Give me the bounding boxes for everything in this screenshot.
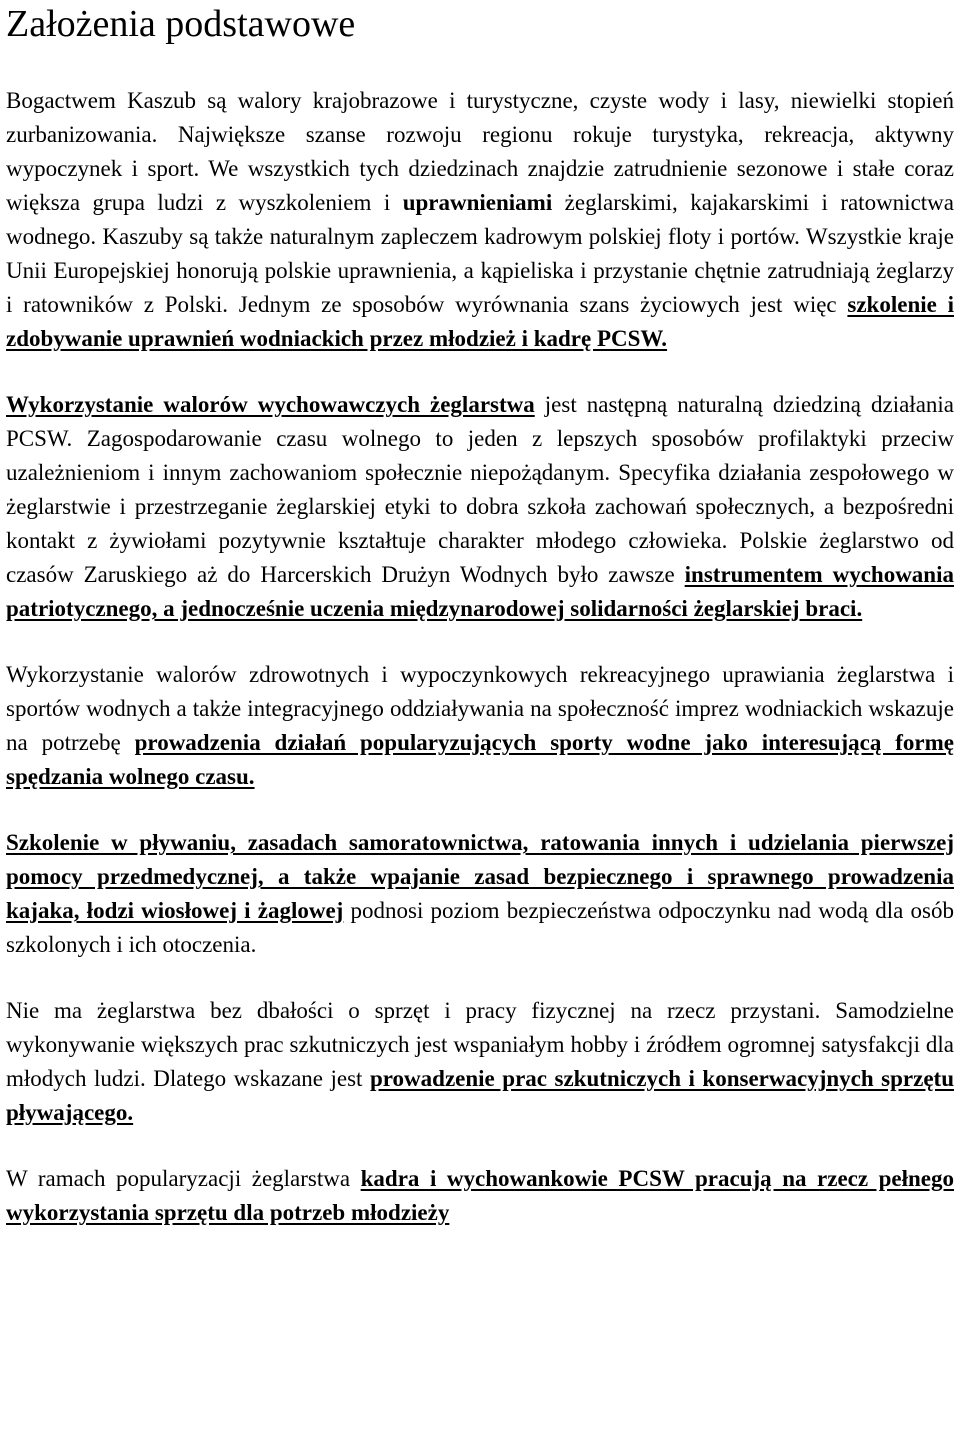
paragraph-szkolenie-plywanie xyxy=(6,826,954,962)
emphasis-szkolenie: szkolenie i zdobywanie uprawnień wodniackich przez młodzież i kadrę PCSW. xyxy=(6,292,954,351)
emphasis-kadra: kadra i wychowankowie PCSW pracują na rzecz pełnego wykorzystania sprzętu dla potrzeb młodzieży xyxy=(6,1166,954,1225)
paragraph-popularyzacja xyxy=(6,1162,954,1230)
paragraph-wychowawcze xyxy=(6,388,954,626)
emphasis-wychowawcze-heading: Wykorzystanie walorów wychowawczych żeglarstwa xyxy=(6,392,535,417)
paragraph-text: Bogactwem Kaszub są walory krajobrazowe i turystyczne, czyste wody i lasy, niewielki stopień zurbanizowania. Największe szanse rozwoju regionu rokuje turystyka, rekreacja, aktywny wypoczynek i sport. We wszystkich tych dziedzinach znajdzie zatrudnienie sezonowe i stałe coraz większa grupa ludzi z wyszkoleniem i xyxy=(6,88,954,215)
paragraph-text: W ramach popularyzacji żeglarstwa xyxy=(6,1166,361,1191)
bold-text-uprawnieniami: uprawnieniami xyxy=(402,190,553,215)
emphasis-instrumentem: instrumentem wychowania patriotycznego, a jednocześnie uczenia międzynarodowej solidarności żeglarskiej braci. xyxy=(6,562,954,621)
emphasis-prace-szkutnicze: prowadzenie prac szkutniczych i konserwacyjnych sprzętu pływającego. xyxy=(6,1066,954,1125)
emphasis-popularyzacja: prowadzenia działań popularyzujących sporty wodne jako interesującą formę spędzania wolnego czasu. xyxy=(6,730,954,789)
paragraph-zdrowotne xyxy=(6,658,954,794)
title-spacer xyxy=(6,52,954,84)
document-title: Założenia podstawowe xyxy=(6,3,356,45)
paragraph-text: jest następną naturalną dziedziną działania PCSW. Zagospodarowanie czasu wolnego to jeden z lepszych sposobów profilaktyki przeciw uzależnieniom i innym zachowaniom społecznie niepożądanym. Specyfika działania zespołowego w żeglarstwie i przestrzeganie żeglarskiej etyki to dobra szkoła zachowań społecznych, a bezpośredni kontakt z żywiołami pozytywnie kształtuje charakter młodego człowieka. Polskie żeglarstwo od czasów Zaruskiego aż do Harcerskich Drużyn Wodnych było zawsze xyxy=(6,392,954,587)
paragraph-text: Wykorzystanie walorów zdrowotnych i wypoczynkowych rekreacyjnego uprawiania żeglarstwa i sportów wodnych a także integracyjnego oddziaływania na społeczność imprez wodniackich wskazuje na potrzebę xyxy=(6,662,954,755)
paragraph-text: Nie ma żeglarstwa bez dbałości o sprzęt i pracy fizycznej na rzecz przystani. Samodzielne wykonywanie większych prac szkutniczych jest wspaniałym hobby i źródłem ogromnej satysfakcji dla młodych ludzi. Dlatego wskazane jest xyxy=(6,998,954,1091)
paragraph-kaszuby-walory xyxy=(6,84,954,356)
paragraph-text: podnosi poziom bezpieczeństwa odpoczynku nad wodą dla osób szkolonych i ich otoczenia. xyxy=(6,898,954,957)
paragraph-text: żeglarskimi, kajakarskimi i ratownictwa wodnego. Kaszuby są także naturalnym zapleczem kadrowym polskiej floty i portów. Wszystkie kraje Unii Europejskiej honorują polskie uprawnienia, a kąpieliska i przystanie chętnie zatrudniają żeglarzy i ratowników z Polski. Jednym ze sposobów wyrównania szans życiowych jest więc xyxy=(6,190,954,317)
emphasis-szkolenie-plywanie: Szkolenie w pływaniu, zasadach samoratownictwa, ratowania innych i udzielania pierwszej pomocy przedmedycznej, a także wpajanie zasad bezpiecznego i sprawnego prowadzenia kajaka, łodzi wiosłowej i żaglowej xyxy=(6,830,954,923)
paragraph-sprzet xyxy=(6,994,954,1130)
